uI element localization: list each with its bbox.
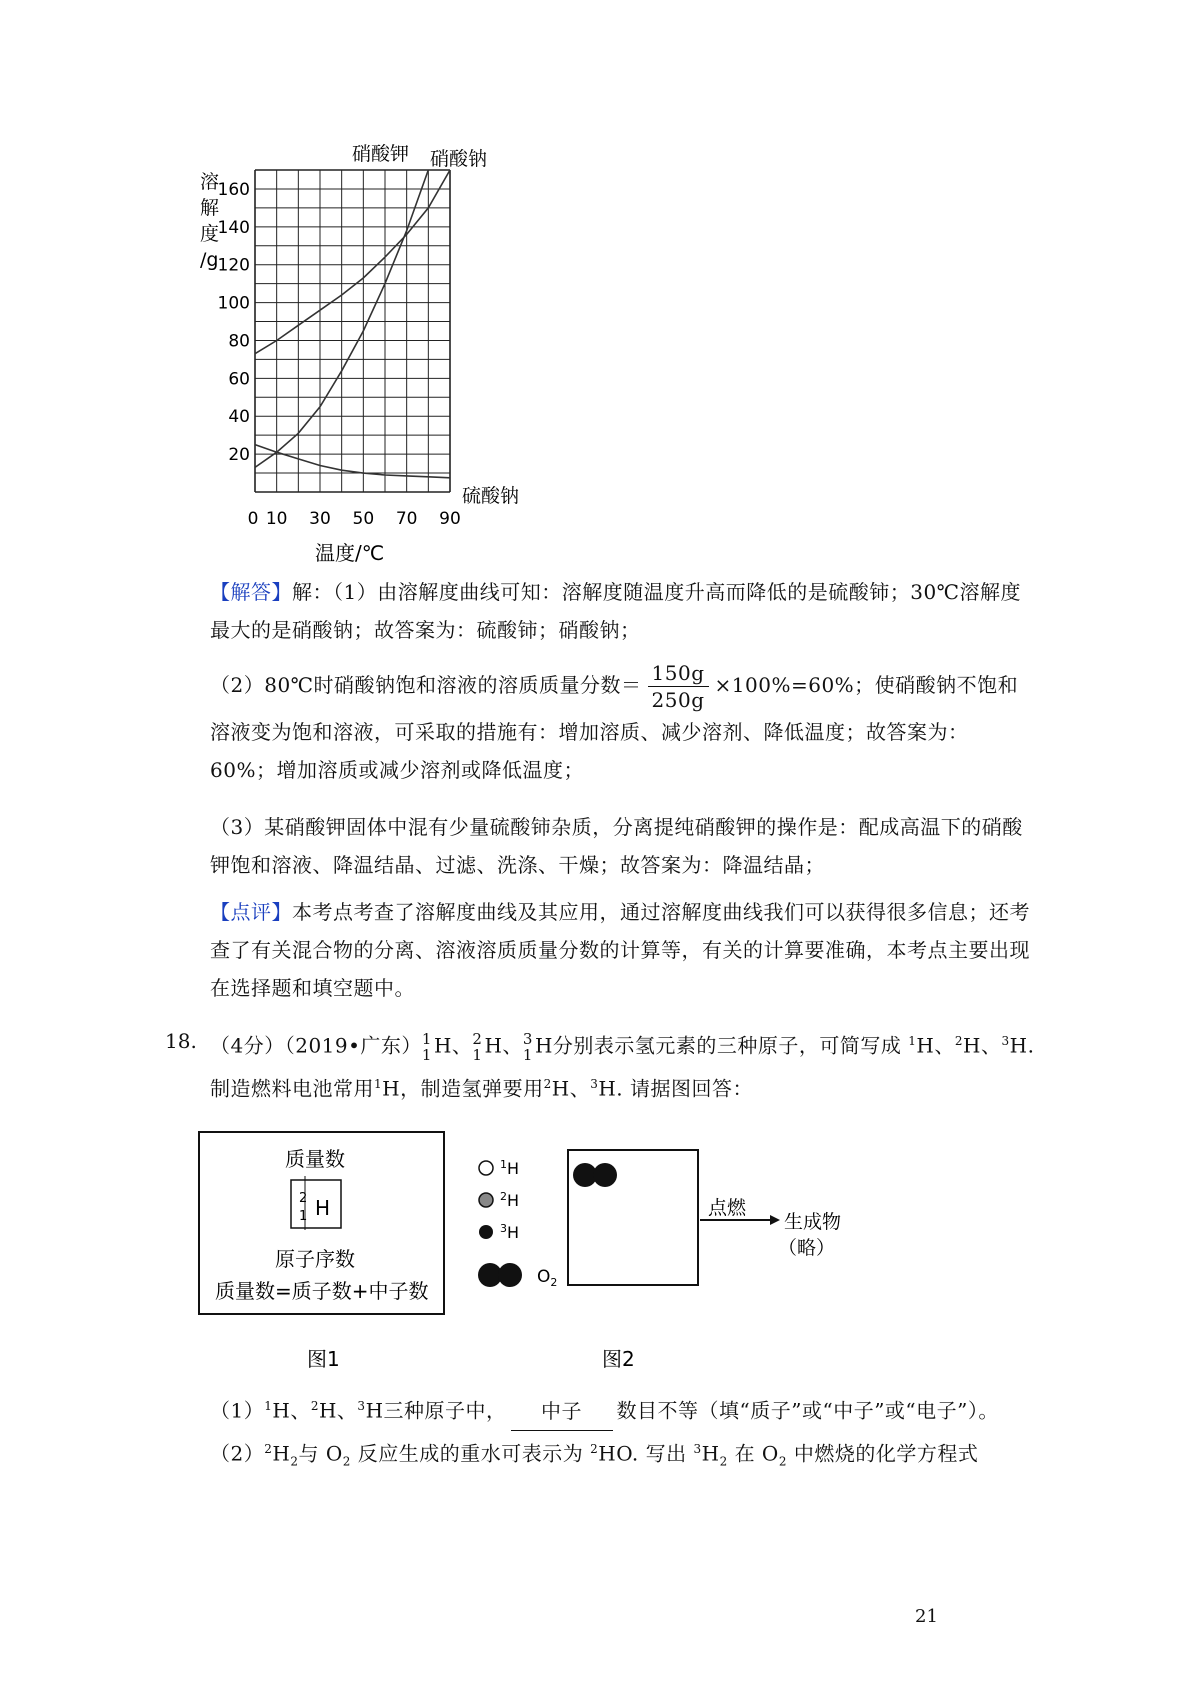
- y-label-char: 度: [200, 223, 220, 245]
- fraction-numerator: 150g: [648, 660, 709, 687]
- short-3-sup: 3: [1001, 1034, 1010, 1048]
- series-label-kno3: 硝酸钾: [352, 143, 410, 165]
- atomic-number-label: 原子序数: [275, 1247, 355, 1271]
- q18-text-1: 分别表示氢元素的三种原子，可简写成: [552, 1033, 902, 1058]
- y-label-char: 解: [200, 197, 220, 219]
- y-tick-label: 40: [228, 407, 250, 428]
- sub2-h-a: H: [272, 1441, 291, 1466]
- short-1-sup: 1: [908, 1034, 917, 1048]
- bomb-3-symbol: H: [598, 1076, 617, 1101]
- fraction: [648, 660, 709, 713]
- y-tick-label: 140: [217, 217, 250, 238]
- q18-number: 18.: [165, 1029, 197, 1053]
- bomb-2-symbol: H: [551, 1076, 570, 1101]
- sub2-sup-b: 2: [590, 1442, 599, 1456]
- x-tick-label: 30: [309, 509, 331, 529]
- element-atomic-number: 1: [299, 1209, 308, 1224]
- h2-legend-icon: [479, 1193, 493, 1207]
- product-note: （略）: [778, 1237, 836, 1259]
- product-label: 生成物: [784, 1211, 842, 1233]
- h1-legend-icon: [479, 1161, 493, 1175]
- x-axis-label: 温度/℃: [315, 541, 385, 565]
- y-tick-label: 160: [217, 179, 250, 200]
- y-tick-label: 100: [217, 293, 250, 314]
- sub2-sub-d: 2: [778, 1454, 787, 1469]
- sub2-sup-a: 2: [264, 1442, 273, 1456]
- sub1-sup-1: 1: [264, 1399, 273, 1413]
- sep-1: 、: [451, 1033, 473, 1058]
- series-line-1: [255, 170, 450, 354]
- y-tick-label: 80: [228, 331, 250, 352]
- sub2-sub-a: 2: [290, 1454, 299, 1469]
- sub1-h-2: H: [318, 1398, 337, 1423]
- y-label-char: /g: [200, 249, 219, 271]
- o2-molecule-b: [593, 1163, 617, 1187]
- short-2-symbol: H: [963, 1033, 981, 1058]
- y-label-char: 溶: [200, 171, 220, 193]
- mass-formula: 质量数=质子数+中子数: [215, 1279, 429, 1303]
- h3-legend-icon: [479, 1225, 493, 1239]
- fuel-symbol: H: [382, 1076, 401, 1101]
- h2-legend-label: $^2$H: [500, 1190, 520, 1210]
- element-mass-number: 2: [299, 1191, 308, 1206]
- sub1-sup-2: 2: [310, 1399, 319, 1413]
- x-tick-label: 10: [265, 509, 288, 529]
- sub1-answer-blank: 中子: [511, 1392, 613, 1431]
- answer-text-2b: ×100%=60%；使硝酸钠不饱和溶液变为饱和溶液，可采取的措施有：增加溶质、减少溶剂、降低温度；故答案为：60%；增加溶质或减少溶剂或降低温度；: [210, 673, 1019, 782]
- sub1-h-1: H: [272, 1398, 291, 1423]
- solubility-chart: [190, 130, 550, 580]
- y-tick-label: 20: [228, 445, 250, 466]
- sub1-sup-3: 3: [357, 1399, 366, 1413]
- isotope-1: 1 1: [421, 1030, 432, 1065]
- sub2-text-4: 在 O: [727, 1441, 779, 1466]
- y-tick-labels: [218, 180, 250, 465]
- sub2-text-5: 中燃烧的化学方程式: [786, 1441, 979, 1466]
- comment-tag: 【点评】: [210, 900, 292, 924]
- figure-2: [470, 1140, 890, 1390]
- sub2-sub-b: 2: [342, 1454, 351, 1469]
- fraction-denominator: 250g: [651, 688, 705, 712]
- x-tick-label: 70: [395, 509, 418, 529]
- chart-curves: [255, 170, 450, 478]
- answer-text-1: 解：（1）由溶解度曲线可知：溶解度随温度升高而降低的是硫酸铈；30℃溶解度最大的是硝酸钠；故答案为：硫酸铈；硝酸钠；: [210, 580, 1022, 642]
- answer-text-3: （3）某硝酸钾固体中混有少量硫酸铈杂质，分离提纯硝酸钾的操作是：配成高温下的硝酸钾饱和溶液、降温结晶、过滤、洗涤、干燥；故答案为：降温结晶；: [210, 815, 1023, 877]
- series-label-nano3: 硝酸钠: [430, 148, 488, 170]
- short-3-symbol: H: [1009, 1033, 1028, 1058]
- sub1-h-3: H: [365, 1398, 384, 1423]
- comment-text: 本考点考查了溶解度曲线及其应用，通过溶解度曲线我们可以获得很多信息；还考查了有关混合物的分离、溶液溶质质量分数的计算等，有关的计算要准确，本考点主要出现在选择题和填空题中。: [210, 900, 1030, 1000]
- q18-text-3: ，制造氢弹要用: [400, 1076, 544, 1101]
- answer-tag: 【解答】: [210, 580, 292, 604]
- isotope-3-symbol: H: [534, 1033, 553, 1058]
- series-label-na2so4: 硫酸钠: [462, 485, 520, 507]
- sub2-sup-c: 3: [693, 1442, 702, 1456]
- isotope-2: 2 1: [472, 1030, 483, 1065]
- sub2-text-1: 与 O: [298, 1441, 343, 1466]
- fuel-sup: 1: [374, 1076, 383, 1091]
- h3-legend-label: $^3$H: [500, 1222, 520, 1242]
- sub1-prefix: （1）: [210, 1398, 265, 1423]
- sub2-h-b: H: [598, 1441, 617, 1466]
- o2-legend-label: $O_2$: [537, 1267, 558, 1289]
- ignite-label: 点燃: [708, 1197, 747, 1219]
- sub2-sub-c: 2: [719, 1454, 728, 1469]
- sub1-suffix: 数目不等（填“质子”或“中子”或“电子”）。: [616, 1398, 999, 1423]
- sep-3: 、: [934, 1033, 955, 1058]
- short-2-sup: 2: [954, 1034, 964, 1048]
- q18-source: （4分）（2019•广东）: [210, 1033, 422, 1058]
- figure-1-caption: 图1: [307, 1347, 340, 1371]
- y-tick-label: 60: [228, 369, 250, 390]
- x-tick-label: 50: [352, 509, 375, 529]
- sub2-text-2: 反应生成的重水可表示为: [350, 1441, 591, 1466]
- x-tick-label: 90: [439, 509, 461, 529]
- answer-paragraph-3: [210, 808, 1030, 884]
- x-tick-labels: [248, 509, 461, 529]
- q18-text-4: . 请据图回答：: [616, 1076, 753, 1101]
- sep-2: 、: [502, 1033, 523, 1058]
- sub2-h-c: H: [701, 1441, 720, 1466]
- y-axis-label: [200, 171, 219, 271]
- sub1-middle: 三种原子中，: [383, 1398, 507, 1423]
- q18-text-2: . 制造燃料电池常用: [210, 1033, 1035, 1101]
- figure-1: [195, 1128, 455, 1388]
- page-number: 21: [915, 1606, 938, 1627]
- isotope-3: 3 1: [522, 1030, 533, 1065]
- element-symbol: H: [315, 1196, 331, 1220]
- q18-stem: [210, 1022, 1040, 1107]
- answer-paragraph-2: [210, 660, 1030, 789]
- sub-question-1: [210, 1387, 1050, 1431]
- sub-question-2: [210, 1430, 1050, 1481]
- sep-5: 、: [569, 1076, 591, 1101]
- o2-legend-icon-b: [498, 1263, 522, 1287]
- sub2-text-3: O. 写出: [616, 1441, 694, 1466]
- figure-2-caption: 图2: [602, 1347, 635, 1371]
- sub1-sep-2: 、: [336, 1398, 358, 1423]
- y-tick-label: 120: [217, 255, 250, 276]
- answer-paragraph-1: [210, 573, 1030, 649]
- sep-4: 、: [980, 1033, 1002, 1058]
- reaction-arrow-head: [770, 1215, 780, 1225]
- x-tick-label: 0: [247, 509, 259, 529]
- bomb-2-sup: 2: [543, 1076, 552, 1091]
- mass-number-label: 质量数: [285, 1147, 345, 1171]
- sub2-prefix: （2）: [210, 1441, 265, 1466]
- short-1-symbol: H: [916, 1033, 935, 1058]
- sub1-sep-1: 、: [290, 1398, 311, 1423]
- h1-legend-label: $^1$H: [500, 1158, 520, 1178]
- isotope-2-symbol: H: [484, 1033, 503, 1058]
- bomb-3-sup: 3: [590, 1076, 599, 1091]
- comment-paragraph: [210, 893, 1030, 1007]
- answer-text-2a: （2）80℃时硝酸钠饱和溶液的溶质质量分数＝: [210, 673, 642, 697]
- isotope-1-symbol: H: [433, 1033, 452, 1058]
